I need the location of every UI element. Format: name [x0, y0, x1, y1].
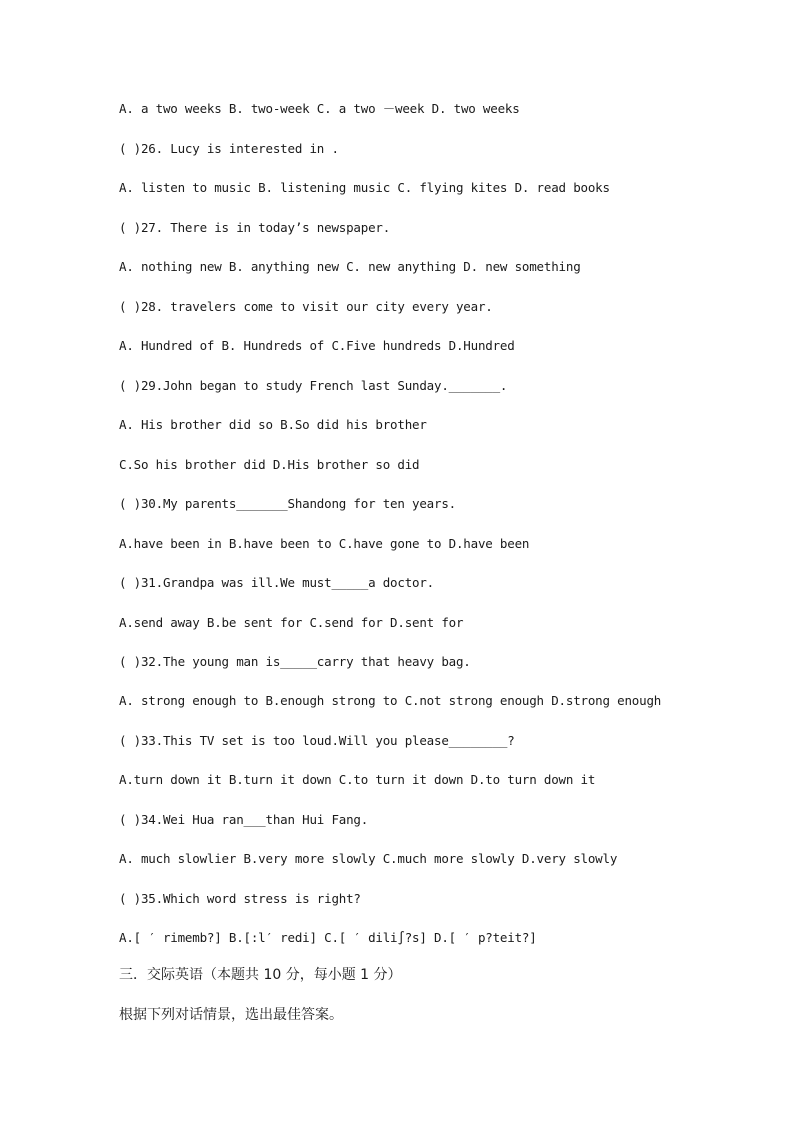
options-q35: A.[ ′ rimemb?] B.[:l′ redi] C.[ ′ dili∫?s] D.[ ′ p?teit?]	[119, 930, 537, 945]
options-q28: A. Hundred of B. Hundreds of C.Five hundreds D.Hundred	[119, 338, 515, 353]
options-q30: A.have been in B.have been to C.have gone to D.have been	[119, 536, 530, 551]
question-28: ( )28. travelers come to visit our city every year.	[119, 299, 493, 314]
section-heading: 三．交际英语（本题共 10 分，每小题 1 分）	[119, 967, 402, 983]
question-29: ( )29.John began to study French last Sunday._______.	[119, 378, 508, 393]
options-q26: A. listen to music B. listening music C. flying kites D. read books	[119, 180, 610, 195]
options-q34: A. much slowlier B.very more slowly C.much more slowly D.very slowly	[119, 851, 618, 866]
options-q27: A. nothing new B. anything new C. new anything D. new something	[119, 259, 581, 274]
question-35: ( )35.Which word stress is right?	[119, 891, 361, 906]
options-q29-line2: C.So his brother did D.His brother so did	[119, 457, 420, 472]
options-q25: A. a two weeks B. two-week C. a two －week D. two weeks	[119, 101, 520, 116]
options-q31: A.send away B.be sent for C.send for D.sent for	[119, 615, 464, 630]
options-q29-line1: A. His brother did so B.So did his brother	[119, 417, 427, 432]
section-instruction: 根据下列对话情景，选出最佳答案。	[119, 1007, 343, 1023]
question-34: ( )34.Wei Hua ran___than Hui Fang.	[119, 812, 369, 827]
options-q33: A.turn down it B.turn it down C.to turn it down D.to turn down it	[119, 772, 596, 787]
question-27: ( )27. There is in today’s newspaper.	[119, 220, 391, 235]
question-31: ( )31.Grandpa was ill.We must_____a doctor.	[119, 575, 435, 590]
question-32: ( )32.The young man is_____carry that heavy bag.	[119, 654, 471, 669]
options-q32: A. strong enough to B.enough strong to C.not strong enough D.strong enough	[119, 693, 662, 708]
question-33: ( )33.This TV set is too loud.Will you please________?	[119, 733, 515, 748]
question-26: ( )26. Lucy is interested in .	[119, 141, 339, 156]
question-30: ( )30.My parents_______Shandong for ten years.	[119, 496, 456, 511]
